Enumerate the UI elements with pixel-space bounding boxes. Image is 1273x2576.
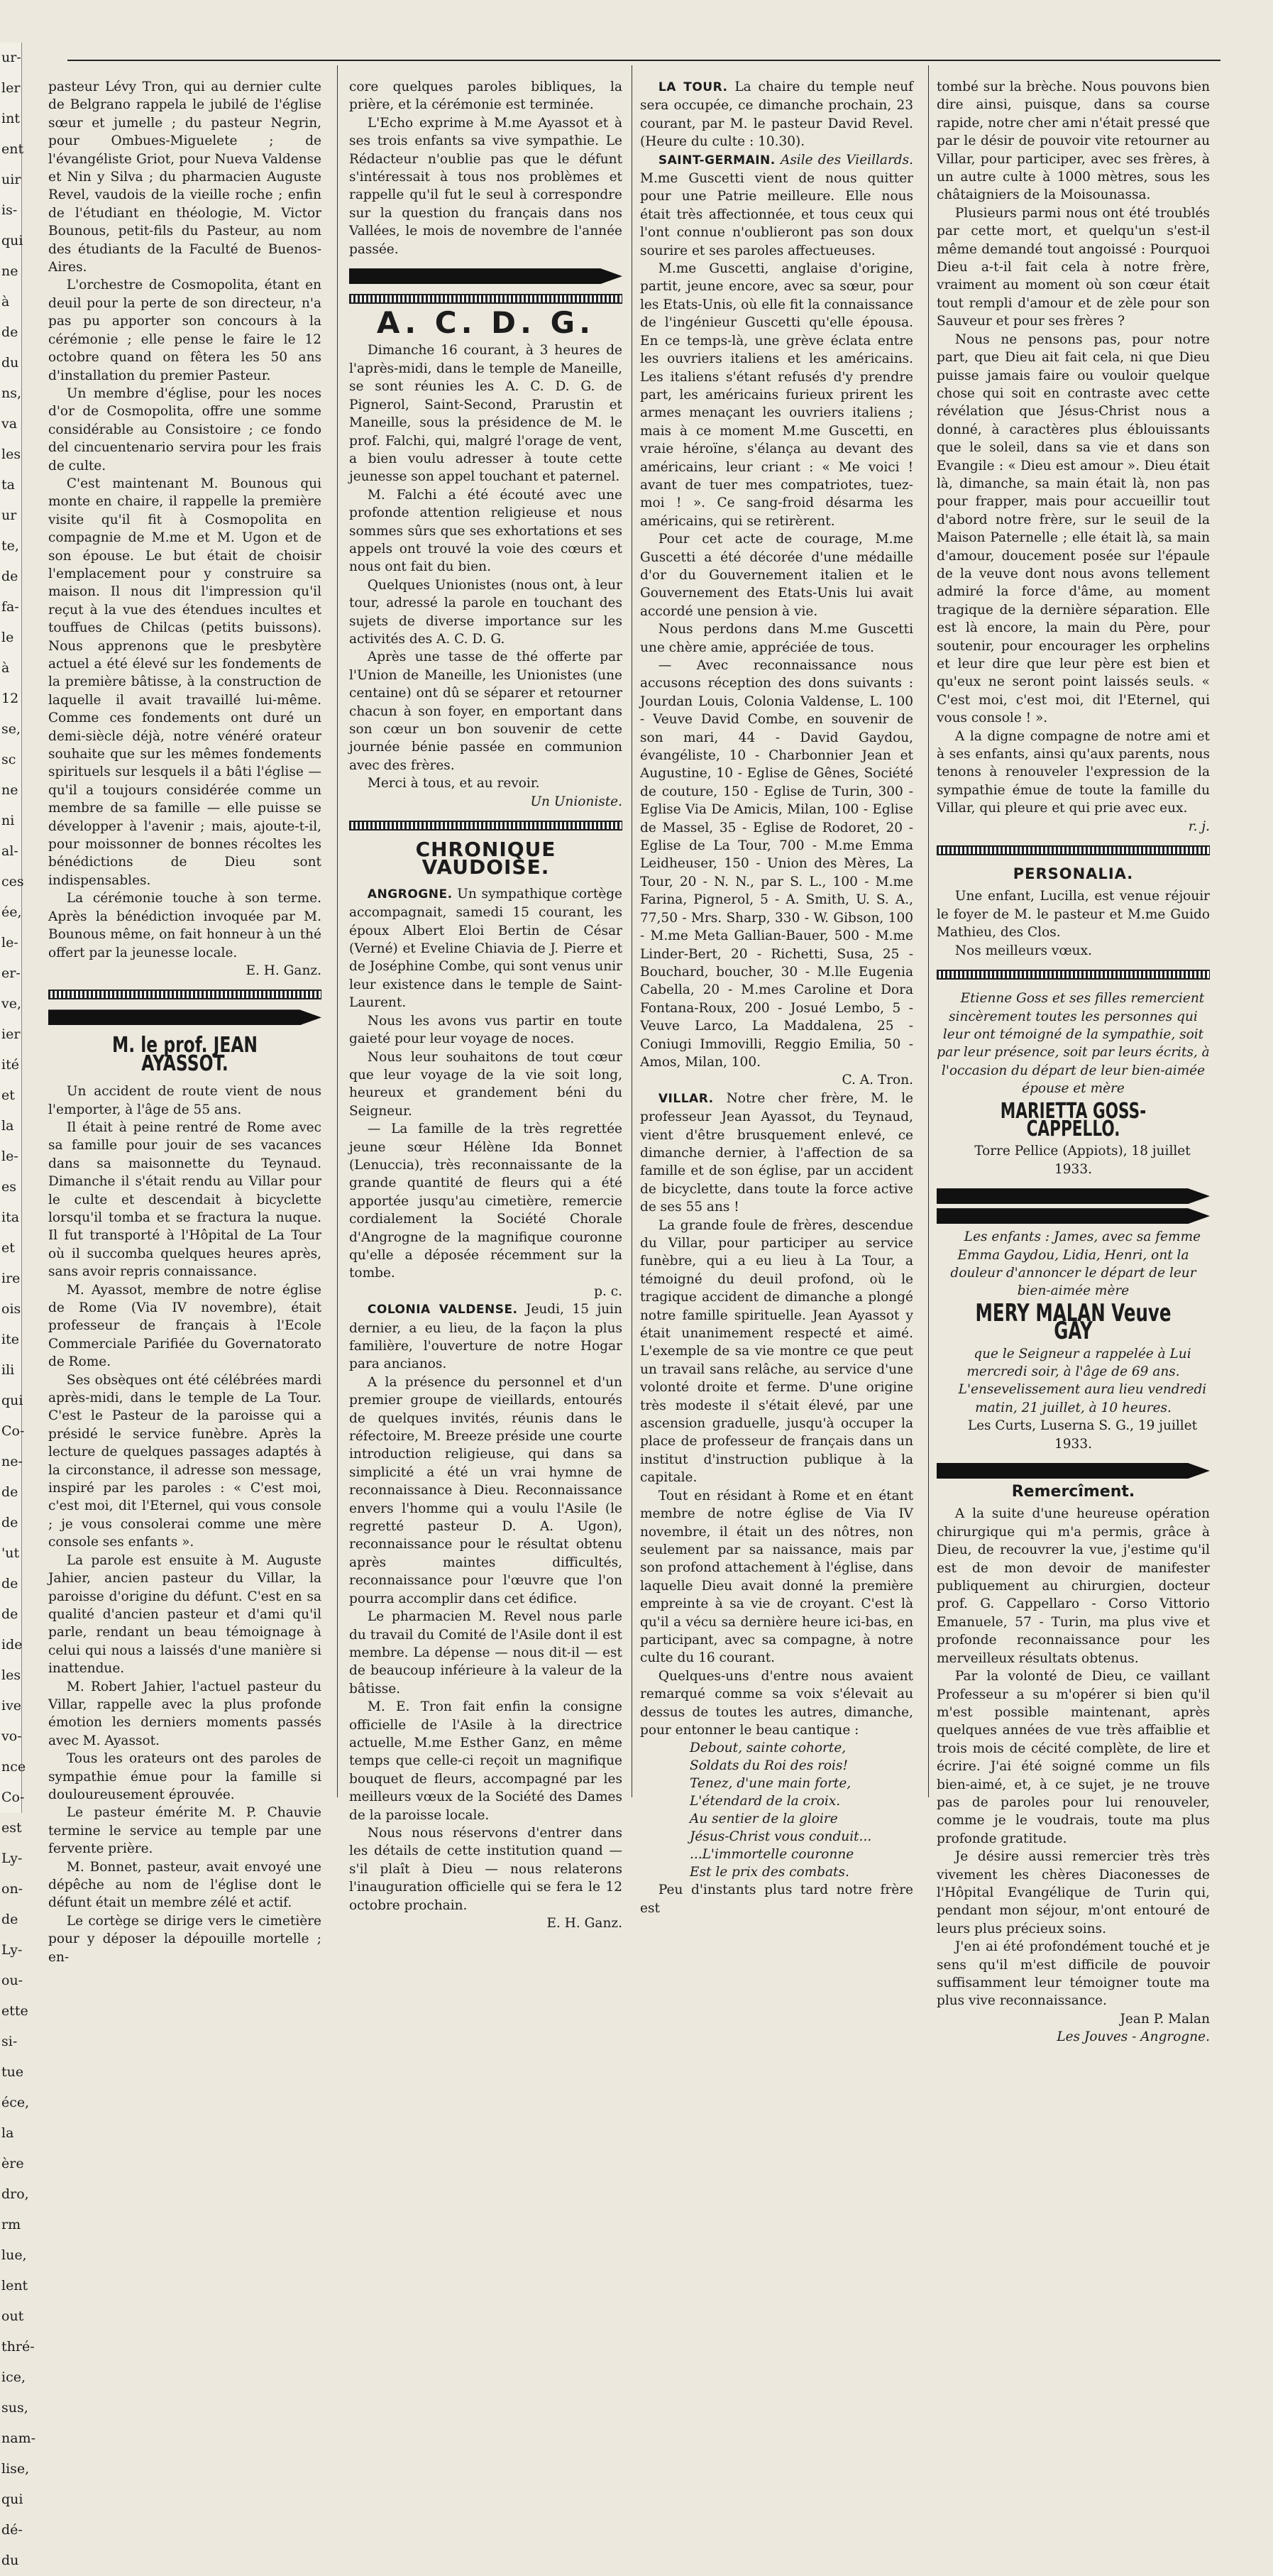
edge-text-fragment: les <box>1 446 21 462</box>
adjacent-page-edge <box>0 43 36 2568</box>
paragraph: pasteur Lévy Tron, qui au dernier culte de Belgrano rappela le jubilé de l'église sœur et jumelle ; du pasteur Negrin, pour Ombues-Miguelete ; de l'évangéliste Griot, pour Nueva Valdense et Nin y Silva ; du pharmacien Auguste Revel, vaudois de la vieille roche ; enfin de l'étudiant en théologie, M. Victor Bounous, petit-fils du Pasteur, au nom des étudiants de la Faculté de Buenos-Aires. <box>48 80 321 275</box>
deceased-name: MARIETTA GOSS-CAPPELLO. <box>1000 1098 1147 1141</box>
edge-text-fragment: uir <box>1 172 21 187</box>
edge-text-fragment: ne <box>1 782 18 798</box>
edge-text-fragment: dro, <box>1 2186 29 2202</box>
paragraph: Quelques-uns d'entre nous avaient remarqué comme sa voix s'élevait au dessus de toutes les autres, dimanche, pour entonner le beau cantique : <box>640 1668 913 1738</box>
heavy-rule <box>937 1463 1210 1479</box>
edge-text-fragment: va <box>1 416 18 432</box>
paragraph-text: La chaire du temple neuf sera occupée, ce dimanche prochain, 23 courant, par M. le pasteur David Revel. (Heure du culte : 10.30). <box>640 80 914 150</box>
paragraph: La parole est ensuite à M. Auguste Jahier, ancien pasteur du Villar, la paroisse d'origine du défunt. C'est en sa qualité d'ancien pasteur et d'ami qu'il parle, rendant un beau témoignage à celui qui nous a laissés d'une manière si inattendue. <box>48 1552 321 1677</box>
edge-text-fragment: sus, <box>1 2400 28 2416</box>
verse-line: Est le prix des combats. <box>690 1865 849 1880</box>
paragraph-text: Jeudi, 15 juin dernier, a eu lieu, de la façon la plus familière, l'ouverture de notre Hogar para ancianos. <box>349 1302 622 1372</box>
edge-text-fragment: ili <box>1 1362 15 1378</box>
ornament-divider <box>937 970 1210 980</box>
edge-text-fragment: tue <box>1 2064 24 2080</box>
paragraph: Une enfant, Lucilla, est venue réjouir le foyer de M. le pasteur et M.me Guido Mathieu, des Clos. <box>937 889 1210 941</box>
edge-text-fragment: lise, <box>1 2461 30 2477</box>
edge-text-fragment: ité <box>1 1057 19 1073</box>
paragraph: M. Falchi a été écouté avec une profonde attention religieuse et nous sommes sûrs que ses exhortations et ses appels ont trouvé la voie des cœurs et nous ont fait du bien. <box>349 487 622 575</box>
paragraph: Nous perdons dans M.me Guscetti une chère amie, appréciée de tous. <box>640 622 913 655</box>
ornament-divider <box>937 845 1210 855</box>
signature: p. c. <box>594 1283 622 1299</box>
signature: E. H. Ganz. <box>546 1916 622 1931</box>
paragraph: tombé sur la brèche. Nous pouvons bien dire ainsi, puisque, dans sa course rapide, notre cher ami n'était pressé que par le désir de pouvoir vite retourner au Villar, pour participer, avec ses frères, à un autre culte à 1000 mètres, sous les châtaigniers de la Moisounassa. <box>937 80 1210 203</box>
edge-text-fragment: ne- <box>1 1454 23 1469</box>
edge-text-fragment: ne <box>1 263 18 279</box>
paragraph: Nous nous réservons d'entrer dans les détails de cette institution quand — s'il plaît à Dieu — nous relaterons l'inauguration officielle qui se fera le 12 octobre prochain. <box>349 1825 622 1913</box>
edge-text-fragment: de <box>1 1912 18 1927</box>
paragraph: Le pharmacien M. Revel nous parle du travail du Comité de l'Asile dont il est membre. La dépense — nous dit-il — est de beaucoup inférieure à la valeur de la bâtisse. <box>349 1609 622 1697</box>
paragraph: A la présence du personnel et d'un premier groupe de vieillards, entourés de quelques invités, réunis dans le réfectoire, M. Breeze préside une courte introduction religieuse, qui dans sa simplicité a été un vrai hymne de reconnaissance à Dieu. Reconnaissance envers l'homme qui a voulu l'Asile (le regretté pasteur D. A. Ugon), reconnaissance pour le résultat obtenu après maintes difficultés, reconnaissance pour l'œuvre que l'on pourra accomplir dans cet édifice. <box>349 1374 622 1606</box>
verse-line: Tenez, d'une main forte, <box>690 1776 852 1792</box>
edge-text-fragment: ler <box>1 80 21 96</box>
edge-text-fragment: de <box>1 1515 18 1530</box>
signature: Les Jouves - Angrogne. <box>1057 2029 1210 2045</box>
edge-text-fragment: vo- <box>1 1728 22 1744</box>
paragraph: Pour cet acte de courage, M.me Guscetti a été décorée d'une médaille d'or du Gouvernement italien et le Gouvernement des Etats-Unis lui avait accordé une pension à vie. <box>640 532 913 619</box>
edge-text-fragment: du <box>1 355 19 371</box>
paragraph: Plusieurs parmi nous ont été troublés par cette mort, et quelqu'un s'est-il même demandé tout angoissé : Pourquoi Dieu a-t-il fait cela à notre frère, vraiment au moment où son cœur était tout rempli d'amour et de zèle pour son Sauveur et pour ses frères ? <box>937 205 1210 329</box>
paragraph: C'est maintenant M. Bounous qui monte en chaire, il rappelle la première visite qu'il fit à Cosmopolita en compagnie de M.me et M. Ugon et de son épouse. Le but était de choisir l'emplacement pour y construire sa maison. Il nous dit l'impression qu'il reçut à la vue des étendues incultes et touffues de Chilcas (petits buissons). Nous apprenons que le presbytère actuel a été élevé sur les fondements de la première bâtisse, à la construction de laquelle il avait travaillé lui-même. Comme ces fondements ont duré un demi-siècle déjà, notre vénéré orateur souhaite que sur les mêmes fondements spirituels sur lesquels il a bâti l'église — qu'il a toujours considérée comme un membre de sa famille — elle puisse se développer à l'avenir ; mais, ajoute-t-il, pour moissonner de bonnes récoltes les bénédictions de Dieu sont indispensables. <box>48 476 321 888</box>
edge-text-fragment: lue, <box>1 2247 27 2263</box>
paragraph: Le cortège se dirige vers le cimetière pour y déposer la dépouille mortelle ; en- <box>48 1913 321 1965</box>
edge-text-fragment: les <box>1 1667 21 1683</box>
verse-line: L'étendard de la croix. <box>690 1794 841 1809</box>
edge-text-fragment: le- <box>1 935 18 950</box>
edge-text-fragment: ide <box>1 1637 23 1653</box>
column-4 <box>937 78 1210 2045</box>
edge-text-fragment: ite <box>1 1332 19 1347</box>
paragraph: Merci à tous, et au revoir. <box>367 776 540 791</box>
edge-text-fragment: ni <box>1 813 15 828</box>
verse-line: ...L'immortelle couronne <box>690 1847 854 1863</box>
edge-text-fragment: le <box>1 630 14 645</box>
edge-text-fragment: out <box>1 2308 24 2324</box>
heavy-rule <box>937 1208 1210 1224</box>
paragraph: Ses obsèques ont été célébrées mardi après-midi, dans le temple de La Tour. C'est le Pasteur de la paroisse qui a présidé le service funèbre. Après la lecture de quelques passages adaptés à la circonstance, il adresse son message, inspiré par les paroles : « C'est moi, c'est moi, dit l'Eternel, qui vous console ; je vous consolerai comme une mère console ses enfants ». <box>48 1372 321 1550</box>
signature: r. j. <box>1188 818 1210 834</box>
paragraph: M. Robert Jahier, l'actuel pasteur du Villar, rappelle avec la plus profonde émotion les derniers moments passés avec M. Ayassot. <box>48 1679 321 1748</box>
top-rule <box>67 60 1220 61</box>
edge-text-fragment: fa- <box>1 599 19 615</box>
edge-text-fragment: nam- <box>1 2430 36 2446</box>
paragraph: — La famille de la très regrettée jeune sœur Hélène Ida Bonnet (Lenuccia), très reconnaissante de la grande quantité de fleurs qui a été apportée jusqu'au cimetière, remercie cordialement la Société Chorale d'Angrogne de la magnifique couronne qu'elle a déposée récemment sur la tombe. <box>349 1122 622 1281</box>
edge-text-fragment: ice, <box>1 2369 26 2385</box>
paragraph: Nous les avons vus partir en toute gaieté pour leur voyage de noces. <box>349 1013 622 1047</box>
paragraph: M.me Guscetti, anglaise d'origine, partit, jeune encore, avec sa sœur, pour les Etats-Unis, où elle fit la connaissance de l'ingénieur Guscetti qu'elle épousa. En ce temps-là, une grève éclata entre les ouvriers italiens et les américains. Les italiens s'étant refusés d'y prendre part, les américains furieux prirent les armes menaçant les ouvriers italiens ; mais à ce moment M.me Guscetti, en vraie héroïne, s'élança au devant des américains, leur criant : « Me voici ! avant de tuer mes compatriotes, tuez-moi ! ». Ce sang-froid désarma les américains, qui se retirèrent. <box>640 261 913 529</box>
heavy-rule <box>937 1188 1210 1204</box>
verse-line: Jésus-Christ vous conduit... <box>690 1829 872 1845</box>
signature: Un Unioniste. <box>530 794 622 809</box>
edge-text-fragment: de <box>1 1606 18 1622</box>
section-title-chronique: CHRONIQUE VAUDOISE. <box>415 838 556 879</box>
edge-text-fragment: ces <box>1 874 24 889</box>
edge-text-fragment: la <box>1 1118 14 1134</box>
announcement-text: L'ensevelissement aura lieu vendredi matin, 21 juillet, à 10 heures. <box>958 1382 1207 1415</box>
edge-text-fragment: de <box>1 569 18 584</box>
edge-text-fragment: es <box>1 1179 16 1195</box>
edge-text-fragment: is- <box>1 202 18 218</box>
edge-text-fragment: de <box>1 1484 18 1500</box>
edge-text-fragment: qui <box>1 2492 23 2507</box>
place-keyword: LA TOUR. <box>658 80 728 94</box>
paragraph: M. E. Tron fait enfin la consigne officielle de l'Asile à la directrice actuelle, M.me Esther Ganz, en même temps que celle-ci reçoit un magnifique bouquet de fleurs, accompagné par les meilleurs vœux de la Société des Dames de la paroisse locale. <box>349 1699 622 1823</box>
edge-text-fragment: à <box>1 660 10 676</box>
signature: C. A. Tron. <box>842 1073 913 1088</box>
edge-text-fragment: Co- <box>1 1790 25 1805</box>
edge-text-fragment: ère <box>1 2156 24 2171</box>
edge-text-fragment: sc <box>1 752 16 767</box>
edge-text-fragment: qui <box>1 233 23 248</box>
edge-text-fragment: ou- <box>1 1973 23 1988</box>
signature: E. H. Ganz. <box>246 963 321 978</box>
edge-text-fragment: ita <box>1 1210 20 1225</box>
paragraph: J'en ai été profondément touché et je sens qu'il m'est difficile de pouvoir suffisamment leur témoigner toute ma plus vive reconnaissance. <box>937 1939 1210 2009</box>
paragraph: Nos meilleurs vœux. <box>954 943 1092 958</box>
edge-text-fragment: ur <box>1 508 17 523</box>
paragraph: Dimanche 16 courant, à 3 heures de l'après-midi, dans le temple de Maneille, se sont réunies les A. C. D. G. de Pignerol, Saint-Second, Prarustin et Maneille, sous la présidence de M. le prof. Falchi, qui, malgré l'orage de vent, a bien voulu adresser à toute cette jeunesse son appel touchant et paternel. <box>349 343 622 485</box>
section-title-personalia: PERSONALIA. <box>1013 865 1134 883</box>
edge-text-fragment: on- <box>1 1881 23 1897</box>
subtitle: Asile des Vieillards. <box>780 152 913 168</box>
paragraph: Après une tasse de thé offerte par l'Union de Maneille, les Unionistes (une centaine) ont dû se séparer et retourner chacun à son foyer, en emportant dans son cœur un bon souvenir de cette journée bénie passée en communion avec des frères. <box>349 650 622 773</box>
paragraph: Tout en résidant à Rome et en étant membre de notre église de Via IV novembre, il était un des nôtres, non seulement par sa naissance, mais par son profond attachement à l'église, dans laquelle Dieu avait donné la première empreinte à sa vie de croyant. C'est là qu'il a vécu sa dernière heure ici-bas, en participant, avec sa compagne, à notre culte du 16 courant. <box>640 1488 913 1666</box>
edge-text-fragment: de <box>1 1576 18 1591</box>
paragraph: core quelques paroles bibliques, la prière, et la cérémonie est terminée. <box>349 80 622 113</box>
paragraph-text: Notre cher frère, M. le professeur Jean Ayassot, du Teynaud, vient d'être brusquement enlevé, ce dimanche dernier, à l'affection de sa famille et de son église, par un accident de bicyclette, dans toute la force active de ses 55 ans ! <box>640 1090 913 1215</box>
edge-text-fragment: lent <box>1 2278 28 2293</box>
paragraph: A la suite d'une heureuse opération chirurgique qui m'a permis, grâce à Dieu, de recouvrer la vue, j'estime qu'il est de mon devoir de manifester publiquement au chirurgien, docteur prof. G. Cappellaro - Corso Vittorio Emanuele, 57 - Turin, ma plus vive et profonde reconnaissance pour les merveilleux résultats obtenus. <box>937 1506 1210 1666</box>
column-2 <box>349 78 622 1931</box>
edge-text-fragment: 'ut <box>1 1545 20 1561</box>
announcement-text: Etienne Goss et ses filles remercient sincèrement toutes les personnes qui leur ont témoigné de la sympathie, soit par leur présence, soit par leurs écrits, à l'occasion du départ de leur bien-aimée épouse et mère <box>937 991 1210 1097</box>
paragraph: L'orchestre de Cosmopolita, étant en deuil pour la perte de son directeur, n'a pas pu apporter son concours à la cérémonie ; elle pense le faire le 12 octobre quand on fêtera les 50 ans d'installation du premier Pasteur. <box>48 278 321 383</box>
edge-text-fragment: ive <box>1 1698 22 1714</box>
edge-text-fragment: et <box>1 1087 15 1103</box>
section-title-remerciment: Remercîment. <box>1011 1483 1135 1501</box>
deceased-name: MERY MALAN Veuve GAY <box>975 1298 1172 1346</box>
edge-text-fragment: ur- <box>1 50 21 65</box>
paragraph-text: M.me Guscetti vient de nous quitter pour une Patrie meilleure. Elle nous était très affectionnée, et tous ceux qui l'ont connue n'oublieront pas son doux sourire et ses paroles affectueuses. <box>640 171 913 258</box>
paragraph-text: Un sympathique cortège accompagnait, samedi 15 courant, les époux Albert Eloi Bertin de César (Verné) et Eveline Chiavia de J. Pierre et de Joséphine Combe, qui sont venus unir leur existence dans le temple de Saint-Laurent. <box>349 886 622 1011</box>
place-keyword: SAINT-GERMAIN. <box>658 153 776 168</box>
edge-text-fragment: Ly- <box>1 1942 23 1958</box>
announcement-text: Les enfants : James, avec sa femme Emma Gaydou, Lidia, Henri, ont la douleur d'annoncer le départ de leur bien-aimée mère <box>950 1229 1201 1299</box>
edge-text-fragment: la <box>1 2125 14 2141</box>
obituary-title: M. le prof. JEAN AYASSOT. <box>111 1033 258 1076</box>
edge-text-fragment: 12 <box>1 691 19 706</box>
paragraph: M. Bonnet, pasteur, avait envoyé une dépêche au nom de l'église dont le défunt était un membre zélé et actif. <box>48 1859 321 1911</box>
paragraph: Le pasteur émérite M. P. Chauvie termine le service au temple par une fervente prière. <box>48 1805 321 1857</box>
edge-text-fragment: si- <box>1 2034 18 2049</box>
edge-text-fragment: Ly- <box>1 1851 23 1866</box>
place-date: Torre Pellice (Appiots), 18 juillet 1933. <box>974 1144 1191 1177</box>
edge-text-fragment: nce <box>1 1759 26 1775</box>
place-date: Les Curts, Luserna S. G., 19 juillet 1933. <box>967 1418 1198 1452</box>
edge-text-fragment: à <box>1 294 10 309</box>
column-3 <box>640 78 914 1916</box>
paragraph: Un accident de route vient de nous l'emporter, à l'âge de 55 ans. <box>48 1084 321 1117</box>
paragraph: A la digne compagne de notre ami et à ses enfants, ainsi qu'aux parents, nous tenons à renouveler l'expression de la sympathie émue de toute la famille du Villar, qui pleure et qui prie avec eux. <box>937 728 1210 816</box>
column-rule <box>928 65 929 1797</box>
heavy-rule <box>349 268 622 284</box>
paragraph: La grande foule de frères, descendue du Villar, pour participer au service funèbre, qui a eu lieu à La Tour, a témoigné du deuil profond, où le tragique accident de dimanche a plongé notre famille spirituelle. Jean Ayassot y était unanimement respecté et aimé. L'exemple de sa vie montre ce que peut un travail sans relâche, au service d'une volonté droite et ferme. D'une origine très modeste il s'était élevé, par une ascension graduelle, jusqu'à occuper la place de professeur de français dans un institut d'instruction publique à la capitale. <box>640 1217 913 1486</box>
place-keyword: ANGROGNE. <box>367 887 453 901</box>
edge-text-fragment: thré- <box>1 2339 35 2355</box>
edge-text-fragment: ire <box>1 1271 21 1286</box>
edge-text-fragment: ve, <box>1 996 22 1012</box>
edge-text-fragment: ier <box>1 1026 21 1042</box>
paragraph: Peu d'instants plus tard notre frère est <box>640 1882 913 1916</box>
edge-text-fragment: ette <box>1 2003 28 2019</box>
edge-text-fragment: al- <box>1 843 18 859</box>
section-title-acdg: A. C. D. G. <box>376 305 595 341</box>
edge-text-fragment: er- <box>1 965 21 981</box>
heavy-rule <box>48 1009 321 1025</box>
paragraph: M. Ayassot, membre de notre église de Rome (Via IV novembre), était professeur de français à l'Ecole Commerciale Parifiée du Governatorato de Rome. <box>48 1282 321 1370</box>
edge-text-fragment: int <box>1 111 20 126</box>
edge-text-fragment: dé- <box>1 2522 23 2538</box>
edge-text-fragment: et <box>1 1240 15 1256</box>
announcement-text: que le Seigneur a rappelée à Lui mercredi soir, à l'âge de 69 ans. <box>966 1346 1191 1379</box>
edge-text-fragment: Co- <box>1 1423 25 1439</box>
edge-text-fragment: rm <box>1 2217 21 2232</box>
paragraph: Je désire aussi remercier très très vivement les chères Diaconesses de l'Hôpital Evangélique de Turin qui, pendant mon séjour, m'ont entouré de leurs plus précieux soins. <box>937 1849 1210 1936</box>
ornament-divider <box>48 990 321 999</box>
signature: Jean P. Malan <box>1120 2011 1210 2027</box>
edge-text-fragment: le- <box>1 1149 18 1164</box>
verse-line: Au sentier de la gloire <box>690 1812 838 1827</box>
edge-text-fragment: ée, <box>1 904 22 920</box>
place-keyword: VILLAR. <box>658 1091 714 1106</box>
ornament-divider <box>349 294 622 304</box>
edge-text-fragment: éce, <box>1 2095 30 2110</box>
edge-text-fragment: qui <box>1 1393 23 1408</box>
verse-line: Soldats du Roi des rois! <box>690 1758 848 1774</box>
edge-text-fragment: se, <box>1 721 21 737</box>
edge-text-fragment: ns, <box>1 385 22 401</box>
paragraph: Quelques Unionistes (nous ont, à leur tour, adressé la parole en touchant des sujets de diverse importance sur les activités des A. C. D. G. <box>349 577 622 647</box>
paragraph: Par la volonté de Dieu, ce vaillant Professeur a su m'opérer si bien qu'il m'est possible maintenant, après quelques années de vue très affaiblie et trois mois de cécité complète, de lire et écrire. J'ai été soigné comme un fils bien-aimé, et, à ce sujet, je ne trouve pas de paroles pour lui renouveler, comme je le voudrais, toute ma plus profonde gratitude. <box>937 1669 1210 1846</box>
paragraph: L'Echo exprime à M.me Ayassot et à ses trois enfants sa vive sympathie. Le Rédacteur n'oublie pas que le défunt s'intéressait à tous nos problèmes et rappelle qu'il fut le seul à correspondre sur la question du français dans nos Vallées, le mois de novembre de l'année passée. <box>349 115 622 257</box>
column-1 <box>48 78 321 1965</box>
paragraph: La cérémonie touche à son terme. Après la bénédiction invoquée par M. Bounous même, on fait honneur à un thé offert par la jeunesse locale. <box>48 891 321 960</box>
paragraph: Nous leur souhaitons de tout cœur que leur voyage de la vie soit long, heureux et grandement béni du Seigneur. <box>349 1049 622 1119</box>
paragraph: — Avec reconnaissance nous accusons réception des dons suivants : Jourdan Louis, Colonia Valdense, L. 100 - Veuve David Combe, en souvenir de son mari, 44 - David Gaydou, évangéliste, 10 - Charbonnier Jean et Augustine, 10 - Eglise de Gênes, Société de couture, 150 - Eglise de Turin, 300 - Eglise Via De Amicis, Milan, 100 - Eglise de Massel, 35 - Eglise de Rodoret, 20 - Eglise de La Tour, 700 - M.me Emma Leidheuser, 150 - Union des Mères, La Tour, 20 - N. N., par S. L., 100 - M.me Farina, Pignerol, 5 - A. Smith, U. S. A., 77,50 - Mrs. Sharp, 330 - W. Gibson, 100 - M.me Meta Gallian-Bauer, 500 - M.me Linder-Bert, 20 - Richetti, Susa, 25 - Bouchard, boucher, 30 - M.lle Eugenia Cabella, 20 - M.mes Caroline et Dora Fontana-Roux, 200 - Josué Lembo, 5 - Veuve Larco, La Maddalena, 25 - Coniugi Immovilli, Reggio Emilia, 50 - Amos, Milan, 100. <box>640 658 913 1070</box>
edge-text-fragment: du <box>1 2553 19 2568</box>
paragraph: Il était à peine rentré de Rome avec sa famille pour jouir de ses vacances dans sa maisonnette du Teynaud. Dimanche il s'était rendu au Villar pour le culte et descendait à bicyclette lorsqu'il tomba et se fractura la nuque. Il fut transporté à l'Hôpital de La Tour où il succomba quelques heures après, sans avoir repris connaissance. <box>48 1119 321 1280</box>
edge-text-fragment: ois <box>1 1301 21 1317</box>
edge-text-fragment: est <box>1 1820 22 1836</box>
edge-text-fragment: te, <box>1 538 19 554</box>
paragraph: Nous ne pensons pas, pour notre part, que Dieu ait fait cela, ni que Dieu puisse jamais faire ou vouloir quelque chose qui soit en contraste avec cette révélation que Jésus-Christ nous a donné, à caractères plus éblouissants que le soleil, dans sa vie et dans son Evangile : « Dieu est amour ». Dieu était là, dimanche, sa main était là, non pas pour frapper, mais pour accueillir tout d'abord notre frère, sur le seuil de la Maison Paternelle ; elle était là, sa main d'amour, doucement posée sur l'épaule de la veuve dont nous avons tellement admiré la force d'âme, au moment tragique de la dernière séparation. Elle est là encore, la main du Père, pour soutenir, pour encourager les orphelins et leur dire que leur père est bien et qu'eux ne seront point laissés seuls. « C'est moi, c'est moi, dit l'Eternel, qui vous console ! ». <box>937 331 1210 726</box>
ornament-divider <box>349 821 622 831</box>
verse-line: Debout, sainte cohorte, <box>690 1741 847 1756</box>
paragraph: Un membre d'église, pour les noces d'or de Cosmopolita, offre une somme considérable au Consistoire ; ce fondo del cincuentenario servira pour les frais de culte. <box>48 385 321 473</box>
edge-text-fragment: de <box>1 324 18 340</box>
edge-text-fragment: ent <box>1 141 24 157</box>
paragraph: Tous les orateurs ont des paroles de sympathie émue pour la famille si douloureusement éprouvée. <box>48 1751 321 1802</box>
edge-text-fragment: ta <box>1 477 15 493</box>
hymn-verse <box>690 1739 913 1881</box>
place-keyword: COLONIA VALDENSE. <box>367 1303 518 1317</box>
column-rule <box>337 65 338 1797</box>
